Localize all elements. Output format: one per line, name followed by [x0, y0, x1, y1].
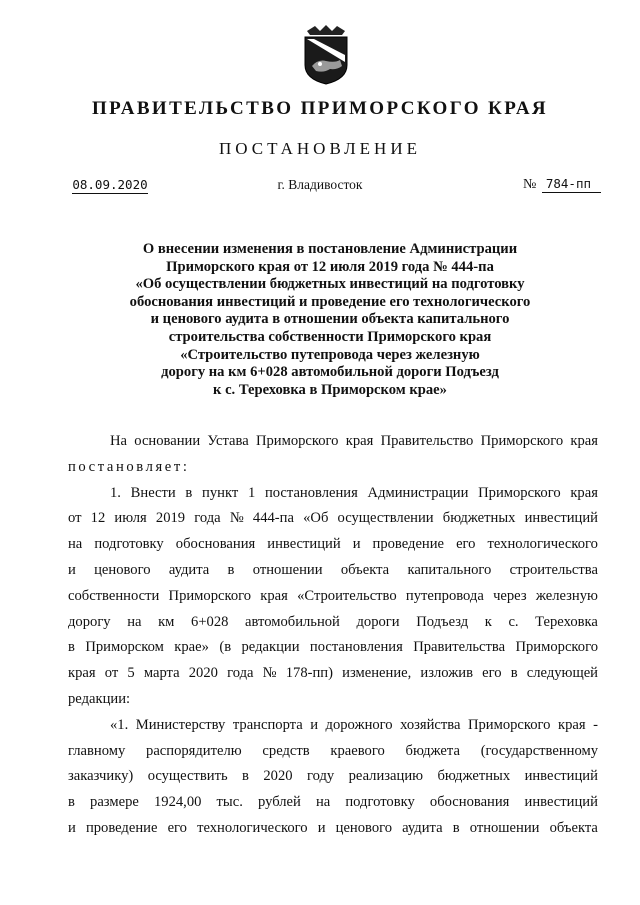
- body-line: На основании Устава Приморского края Правительство Приморского края: [110, 433, 598, 449]
- document-heading: [100, 241, 560, 399]
- document-type: ПОСТАНОВЛЕНИЕ: [218, 139, 421, 158]
- body-line: 1. Внести в пункт 1 постановления Администрации Приморского края: [110, 484, 598, 501]
- body-line: заказчику) осуществить в 2020 году реализацию бюджетных инвестиций: [68, 768, 598, 785]
- heading-line: Приморского края от 12 июля 2019 года № 444-па: [166, 258, 494, 275]
- document-body: [68, 429, 598, 842]
- body-line: от 12 июля 2019 года № 444-па «Об осуществлении бюджетных инвестиций: [68, 510, 598, 527]
- body-line: и ценового аудита в отношении объекта капитального строительства: [68, 561, 598, 578]
- body-line: в Приморском крае» (в редакции постановления Правительства Приморского: [68, 639, 598, 656]
- heading-line: обоснования инвестиций и проведение его технологического: [129, 293, 531, 310]
- heading-line: «Строительство путепровода через железную: [180, 346, 480, 363]
- heading-line: к с. Тереховка в Приморском крае»: [213, 381, 447, 398]
- body-line: на подготовку обоснования инвестиций и проведение его технологического: [68, 536, 598, 553]
- body-line: редакции:: [68, 690, 131, 707]
- body-line: дорогу на км 6+028 автомобильной дороги Подъезд к с. Тереховка: [68, 613, 598, 630]
- body-line: в размере 1924,00 тыс. рублей на подготовку обоснования инвестиций: [68, 794, 598, 811]
- body-line: «1. Министерству транспорта и дорожного хозяйства Приморского края -: [110, 716, 598, 733]
- body-line: главному распорядителю средств краевого бюджета (государственному: [68, 742, 598, 759]
- body-line: края от 5 марта 2020 года № 178-пп) изменение, изложив его в следующей: [68, 665, 598, 682]
- document-city: г. Владивосток: [277, 177, 363, 192]
- coat-of-arms-icon: [300, 24, 352, 86]
- body-line: собственности Приморского края «Строительство путепровода через железную: [68, 587, 598, 604]
- document-number: [523, 176, 601, 193]
- document-date: 08.09.2020: [72, 177, 148, 192]
- body-line: постановляет:: [68, 458, 190, 475]
- body-line: и проведение его технологического и ценового аудита в отношении объекта: [68, 819, 598, 836]
- number-sign: №: [523, 177, 537, 192]
- heading-line: и ценового аудита в отношении объекта капитального: [150, 311, 510, 328]
- number-value: 784-пп: [542, 176, 601, 193]
- heading-line: О внесении изменения в постановление Администрации: [142, 241, 518, 257]
- heading-line: «Об осуществлении бюджетных инвестиций на подготовку: [135, 276, 525, 293]
- organization-title: ПРАВИТЕЛЬСТВО ПРИМОРСКОГО КРАЯ: [91, 98, 549, 119]
- heading-line: дорогу на км 6+028 автомобильной дороги Подъезд: [161, 364, 499, 381]
- heading-line: строительства собственности Приморского края: [168, 328, 492, 345]
